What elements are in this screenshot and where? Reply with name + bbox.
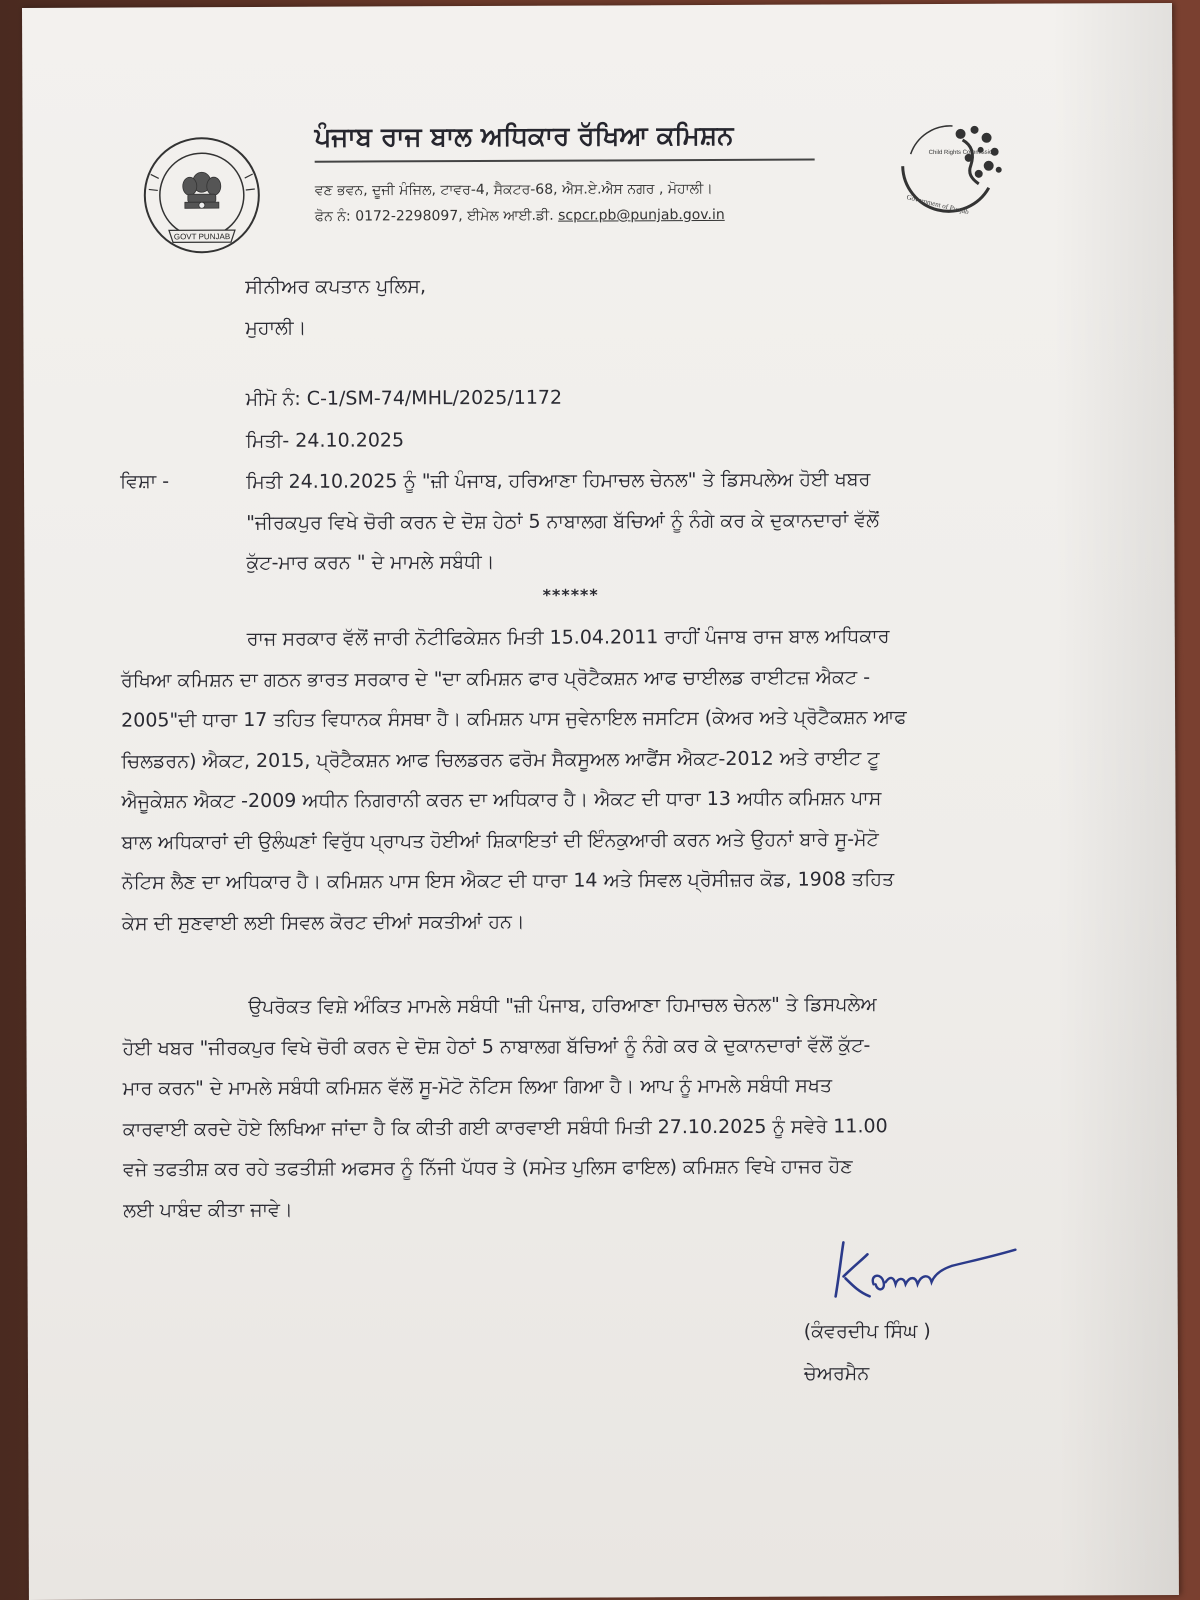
- memo-date: ਮਿਤੀ- 24.10.2025: [245, 429, 405, 453]
- paragraph-line: ਰੱਖਿਆ ਕਮਿਸ਼ਨ ਦਾ ਗਠਨ ਭਾਰਤ ਸਰਕਾਰ ਦੇ "ਦਾ ਕਮਿਸ਼ਨ ਫਾਰ ਪ੍ਰੋਟੈਕਸ਼ਨ ਆਫ ਚਾਈਲਡ ਰਾਈਟਜ਼ ਐਕਟ -: [120, 665, 871, 692]
- signatory-designation: ਚੇਅਰਮੈਨ: [803, 1362, 870, 1385]
- handwritten-signature: [817, 1232, 1047, 1323]
- svg-text:Government of Punjab: Government of Punjab: [905, 193, 970, 217]
- paragraph-line: ਐਜੂਕੇਸ਼ਨ ਐਕਟ -2009 ਅਧੀਨ ਨਿਗਰਾਨੀ ਕਰਨ ਦਾ ਅਧਿਕਾਰ ਹੈ। ਐਕਟ ਦੀ ਧਾਰਾ 13 ਅਧੀਨ ਕਮਿਸ਼ਨ ਪਾਸ: [121, 787, 882, 813]
- subject-label: ਵਿਸ਼ਾ -: [120, 470, 170, 493]
- subject-line: "ਜੀਰਕਪੁਰ ਵਿਖੇ ਚੋਰੀ ਕਰਨ ਦੇ ਦੋਸ਼ ਹੇਠਾਂ 5 ਨਾਬਾਲਗ ਬੱਚਿਆਂ ਨੂੰ ਨੰਗੇ ਕਰ ਕੇ ਦੁਕਾਨਦਾਰਾਂ ਵੱਲੋਂ: [246, 508, 880, 534]
- title-underline: [315, 159, 815, 163]
- paragraph-line: ਚਿਲਡਰਨ) ਐਕਟ, 2015, ਪ੍ਰੋਟੈਕਸ਼ਨ ਆਫ ਚਿਲਡਰਨ ਫਰੋਮ ਸੈਕਸੂਅਲ ਆਫੈਂਸ ਐਕਟ-2012 ਅਤੇ ਰਾਈਟ ਟੂ: [121, 746, 880, 773]
- signatory-name: (ਕੰਵਰਦੀਪ ਸਿੰਘ ): [803, 1320, 931, 1343]
- paragraph-line: ਨੋਟਿਸ ਲੈਣ ਦਾ ਅਧਿਕਾਰ ਹੈ। ਕਮਿਸ਼ਨ ਪਾਸ ਇਸ ਐਕਟ ਦੀ ਧਾਰਾ 14 ਅਤੇ ਸਿਵਲ ਪ੍ਰੋਸੀਜ਼ਰ ਕੋਡ, 1908 ਤਹਿਤ: [121, 868, 895, 894]
- contact-line: [315, 207, 725, 225]
- contact-email[interactable]: scpcr.pb@punjab.gov.in: [558, 206, 725, 224]
- paragraph-line: ਬਾਲ ਅਧਿਕਾਰਾਂ ਦੀ ਉਲੰਘਣਾਂ ਵਿਰੁੱਧ ਪ੍ਰਾਪਤ ਹੋਈਆਂ ਸ਼ਿਕਾਇਤਾਂ ਦੀ ਇੰਨਕੁਆਰੀ ਕਰਨ ਅਤੇ ਉਹਨਾਂ ਬਾਰੇ ਸੂ-ਮੋਟੋ: [121, 827, 879, 854]
- letter-sheet: [22, 3, 1179, 1600]
- commission-title: ਪੰਜਾਬ ਰਾਜ ਬਾਲ ਅਧਿਕਾਰ ਰੱਖਿਆ ਕਮਿਸ਼ਨ: [314, 120, 734, 153]
- govt-punjab-seal-icon: [141, 134, 264, 257]
- paragraph-line: ਕੇਸ ਦੀ ਸੁਣਵਾਈ ਲਈ ਸਿਵਲ ਕੋਰਟ ਦੀਆਂ ਸਕਤੀਆਂ ਹਨ।: [121, 910, 525, 935]
- office-address: ਵਣ ਭਵਨ, ਦੂਜੀ ਮੰਜਿਲ, ਟਾਵਰ-4, ਸੈਕਟਰ-68, ਐਸ.ਏ.ਐਸ ਨਗਰ , ਮੋਹਾਲੀ।: [314, 180, 713, 199]
- paragraph-directive: [122, 983, 1083, 1230]
- subject-text: [246, 458, 1077, 583]
- paragraph-commission-authority: [121, 615, 1082, 943]
- contact-phone: ਫੋਨ ਨੰ: 0172-2298097, ਈਮੇਲ ਆਈ.ਡੀ.: [314, 207, 554, 225]
- subject-line: ਕੁੱਟ-ਮਾਰ ਕਰਨ " ਦੇ ਮਾਮਲੇ ਸਬੰਧੀ।: [246, 550, 495, 575]
- svg-text:Child Rights Commission: Child Rights Commission: [928, 149, 996, 157]
- paragraph-line: ਉਪਰੋਕਤ ਵਿਸ਼ੇ ਅੰਕਿਤ ਮਾਮਲੇ ਸਬੰਧੀ "ਜ਼ੀ ਪੰਜਾਬ, ਹਰਿਆਣਾ ਹਿਮਾਚਲ ਚੇਨਲ" ਤੇ ਡਿਸਪਲੇਅ: [248, 993, 877, 1019]
- paragraph-line: ਹੋਈ ਖਬਰ "ਜੀਰਕਪੁਰ ਵਿਖੇ ਚੋਰੀ ਕਰਨ ਦੇ ਦੋਸ਼ ਹੇਠਾਂ 5 ਨਾਬਾਲਗ ਬੱਚਿਆਂ ਨੂੰ ਨੰਗੇ ਕਰ ਕੇ ਦੁਕਾਨਦਾਰਾਂ ਵੱਲੋਂ ਕੁੱਟ-: [122, 1033, 871, 1060]
- separator: ******: [542, 585, 599, 605]
- recipient-city: ਮੁਹਾਲੀ।: [245, 316, 307, 340]
- paragraph-line: ਲਈ ਪਾਬੰਦ ਕੀਤਾ ਜਾਵੇ।: [123, 1198, 293, 1222]
- paragraph-line: ਮਾਰ ਕਰਨ" ਦੇ ਮਾਮਲੇ ਸਬੰਧੀ ਕਮਿਸ਼ਨ ਵੱਲੋਂ ਸੂ-ਮੋਟੋ ਨੋਟਿਸ ਲਿਆ ਗਿਆ ਹੈ। ਆਪ ਨੂੰ ਮਾਮਲੇ ਸਬੰਧੀ ਸਖਤ: [122, 1074, 833, 1100]
- svg-text:GOVT PUNJAB: GOVT PUNJAB: [173, 232, 231, 242]
- paragraph-line: ਕਾਰਵਾਈ ਕਰਦੇ ਹੋਏ ਲਿਖਿਆ ਜਾਂਦਾ ਹੈ ਕਿ ਕੀਤੀ ਗਈ ਕਾਰਵਾਈ ਸਬੰਧੀ ਮਿਤੀ 27.10.2025 ਨੂੰ ਸਵੇਰੇ 11.00: [122, 1114, 888, 1141]
- memo-number: ਮੀਮੋ ਨੰ: C-1/SM-74/MHL/2025/1172: [245, 386, 563, 411]
- paragraph-line: ਰਾਜ ਸਰਕਾਰ ਵੱਲੋਂ ਜਾਰੀ ਨੋਟੀਫਿਕੇਸ਼ਨ ਮਿਤੀ 15.04.2011 ਰਾਹੀਂ ਪੰਜਾਬ ਰਾਜ ਬਾਲ ਅਧਿਕਾਰ: [246, 625, 890, 651]
- paragraph-line: ਵਜੇ ਤਫਤੀਸ਼ ਕਰ ਰਹੇ ਤਫਤੀਸ਼ੀ ਅਫਸਰ ਨੂੰ ਨਿੱਜੀ ਪੱਧਰ ਤੇ (ਸਮੇਤ ਪੁਲਿਸ ਫਾਇਲ) ਕਮਿਸ਼ਨ ਵਿਖੇ ਹਾਜਰ ਹੋਣ: [123, 1155, 853, 1181]
- child-rights-commission-logo-icon: [890, 114, 1026, 227]
- recipient-title: ਸੀਨੀਅਰ ਕਪਤਾਨ ਪੁਲਿਸ,: [245, 275, 427, 299]
- paragraph-line: 2005"ਦੀ ਧਾਰਾ 17 ਤਹਿਤ ਵਿਧਾਨਕ ਸੰਸਥਾ ਹੈ। ਕਮਿਸ਼ਨ ਪਾਸ ਜੁਵੇਨਾਇਲ ਜਸਟਿਸ (ਕੇਅਰ ਅਤੇ ਪ੍ਰੋਟੈਕਸ਼ਨ ਆਫ: [121, 706, 907, 732]
- subject-line: ਮਿਤੀ 24.10.2025 ਨੂੰ "ਜ਼ੀ ਪੰਜਾਬ, ਹਰਿਆਣਾ ਹਿਮਾਚਲ ਚੇਨਲ" ਤੇ ਡਿਸਪਲੇਅ ਹੋਈ ਖਬਰ: [246, 468, 871, 494]
